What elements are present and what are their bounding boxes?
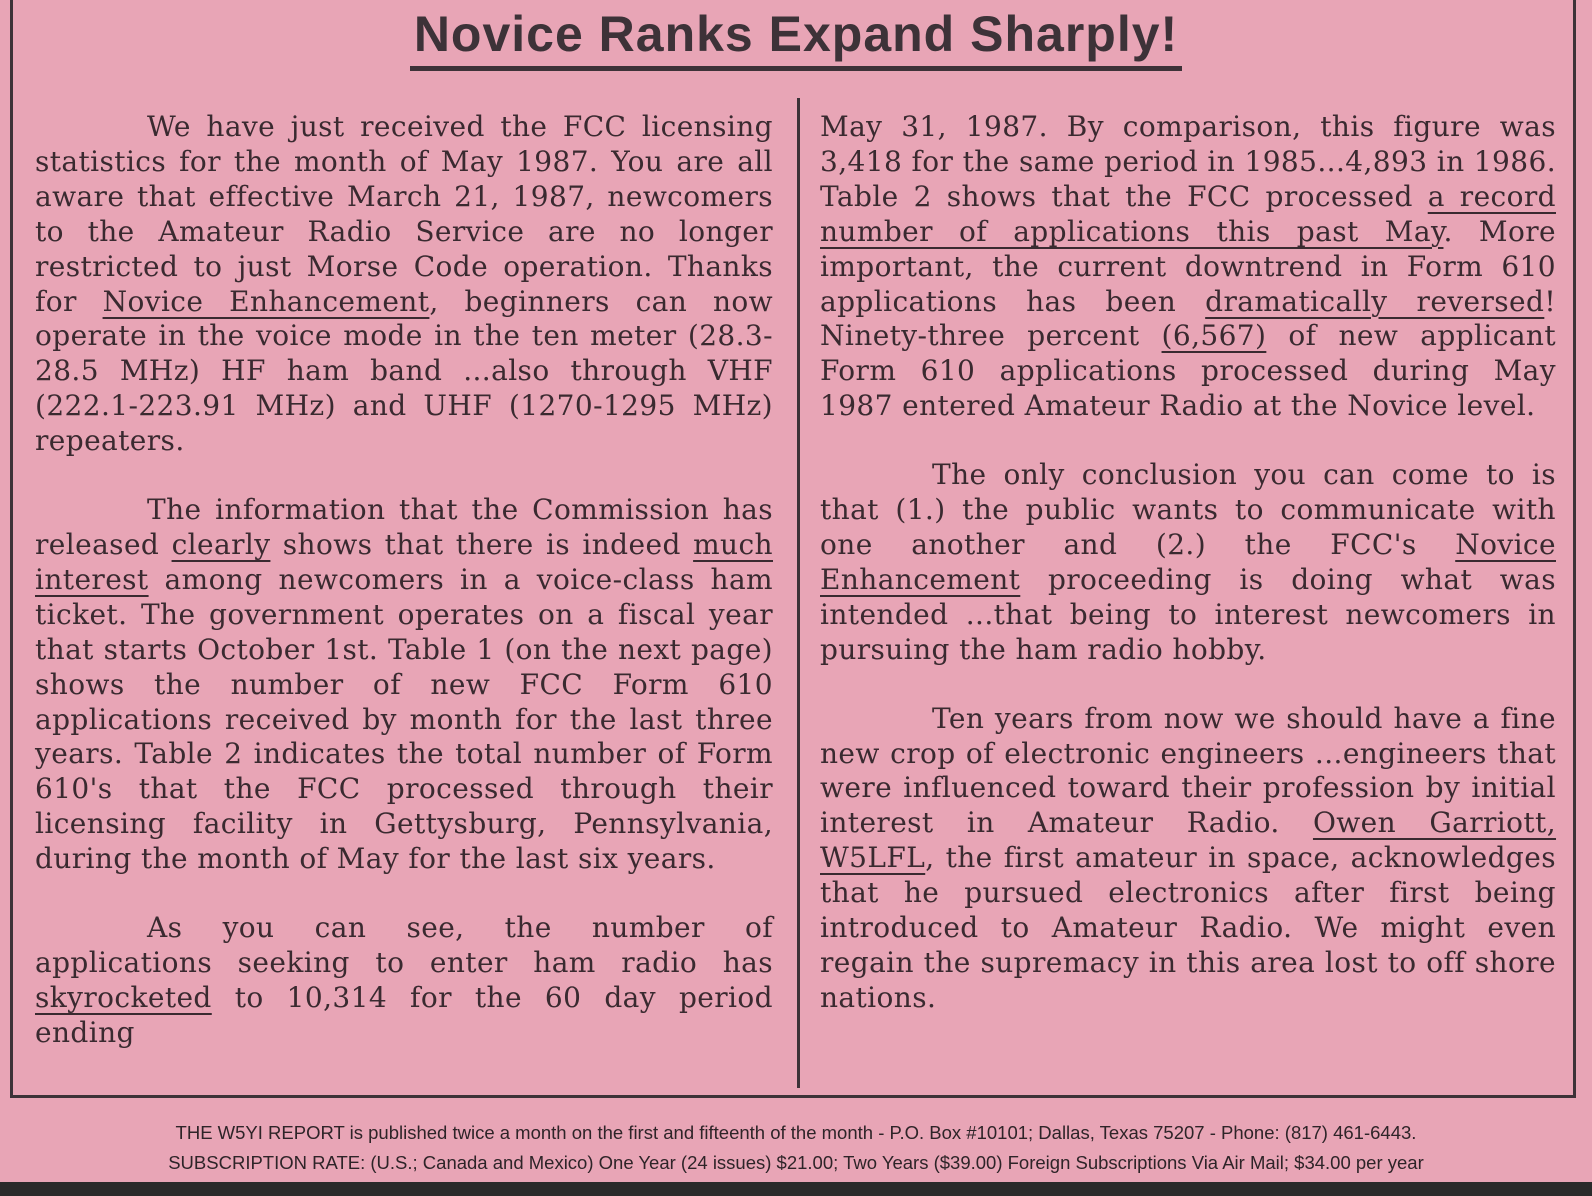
headline-wrap <box>0 6 1592 71</box>
column-divider <box>797 98 800 1088</box>
right-column <box>820 110 1556 1050</box>
underlined-text: Owen Garriott, W5LFL <box>820 806 1557 875</box>
underlined-text: dramatically reversed <box>1205 284 1545 318</box>
paragraph: As you can see, the number of applications seeking to enter ham radio has skyrocketed to 10,314 for the 60 day period ending <box>35 911 773 1049</box>
underlined-text: Novice Enhancement <box>102 284 430 318</box>
paragraph: Ten years from now we should have a fine new crop of electronic engineers ...engineers that were influenced toward their profession by initial interest in Amateur Radio. Owen Garriott, W5LFL, the first amateur in space, acknowledges that he pursued electronics after first being introduced to Amateur Radio. We might even regain the supremacy in this area lost to off shore nations. <box>820 701 1557 1014</box>
publication-footer <box>0 1118 1592 1178</box>
underlined-text: a record number of applications this past May <box>820 179 1556 248</box>
paragraph: We have just received the FCC licensing statistics for the month of May 1987. You are all aware that effective March 21, 1987, newcomers to the Amateur Radio Service are no longer restricted to just Morse Code operation. Thanks for Novice Enhancement, beginners can now operate in the voice mode in the ten meter (28.3-28.5 MHz) HF ham band ...also through VHF (222.1-223.91 MHz) and UHF (1270-1295 MHz) repeaters. <box>35 110 774 458</box>
underlined-text: skyrocketed <box>35 980 212 1014</box>
paragraph: The only conclusion you can come to is that (1.) the public wants to communicate with one another and (2.) the FCC's Novice Enhancement proceeding is doing what was intended ...that being to interest newcomers in pursuing the ham radio hobby. <box>820 458 1556 666</box>
paragraph: May 31, 1987. By comparison, this figure was 3,418 for the same period in 1985...4,893 in 1986. Table 2 shows that the FCC processed a record number of applications this past May. More important, the current downtrend in Form 610 applications has been dramatically reversed! Ninety-three percent (6,567) of new applicant Form 610 applications processed during May 1987 entered Amateur Radio at the Novice level. <box>820 110 1556 423</box>
scan-edge <box>0 1182 1592 1196</box>
footer-line-1: THE W5YI REPORT is published twice a month on the first and fifteenth of the month - P.O. Box #10101; Dallas, Texas 75207 - Phone: (817) 461-6443. <box>175 1122 1417 1143</box>
underlined-text: clearly <box>171 527 271 561</box>
underlined-text: much interest <box>35 527 773 596</box>
underlined-text: Novice Enhancement <box>820 527 1556 596</box>
headline: Novice Ranks Expand Sharply! <box>410 6 1182 71</box>
paragraph: The information that the Commission has released clearly shows that there is indeed much interest among newcomers in a voice-class ham ticket. The government operates on a fiscal year that starts October 1st. Table 1 (on the next page) shows the number of new FCC Form 610 applications received by month for the last three years. Table 2 indicates the total number of Form 610's that the FCC processed through their licensing facility in Gettysburg, Pennsylvania, during the month of May for the last six years. <box>35 493 773 876</box>
underlined-text: (6,567) <box>1161 319 1267 353</box>
left-column <box>35 110 773 1085</box>
footer-line-2: SUBSCRIPTION RATE: (U.S.; Canada and Mexico) One Year (24 issues) $21.00; Two Years ($39.00) Foreign Subscriptions Via Air Mail; $34.00 per year <box>168 1152 1424 1173</box>
